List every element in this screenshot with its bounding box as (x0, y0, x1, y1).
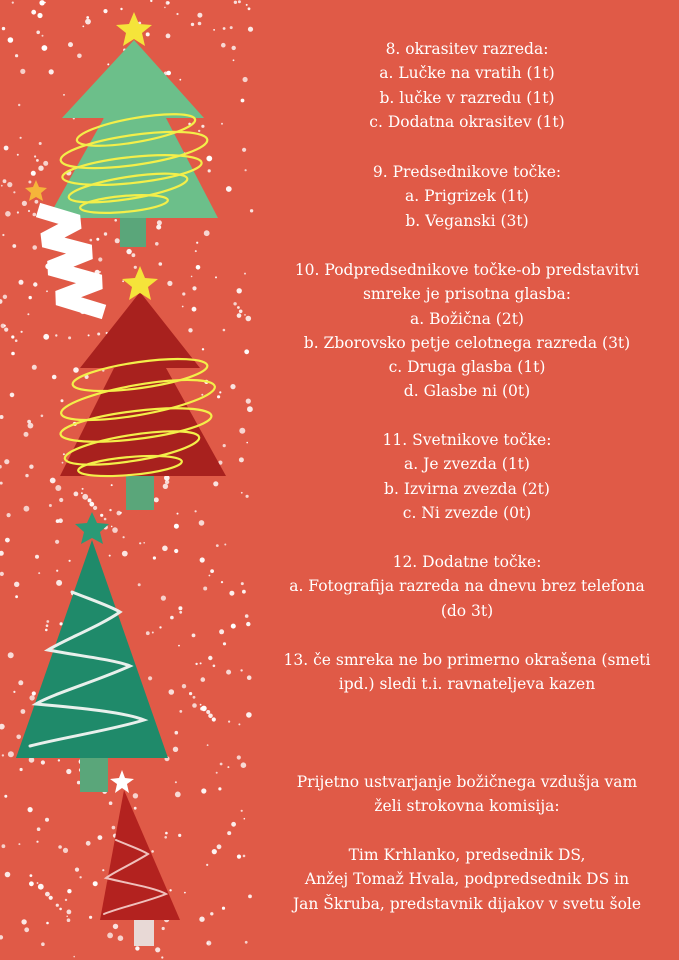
star-icon (25, 180, 47, 201)
tree-small-red (100, 770, 180, 946)
signature-line: Jan Škruba, predstavnik dijakov v svetu šole (292, 894, 642, 913)
closing-message (255, 770, 679, 819)
list-item: b. Veganski (3t) (405, 211, 529, 230)
closing-line: želi strokovna komisija: (374, 797, 560, 816)
section-heading: 8. okrasitev razreda: (385, 40, 549, 58)
list-item: c. Druga glasba (1t) (388, 358, 546, 377)
signature-line: Anžej Tomaž Hvala, podpredsednik DS in (304, 870, 630, 889)
section-heading: 10. Podpredsednikove točke-ob predstavitvi (294, 261, 640, 279)
section-heading: ipd.) sledi t.i. ravnateljeva kazen (338, 675, 596, 694)
section-9 (255, 160, 679, 233)
list-item: b. lučke v razredu (1t) (379, 88, 555, 107)
list-item: d. Glasbe ni (0t) (403, 382, 531, 401)
section-heading: smreke je prisotna glasba: (362, 285, 572, 304)
section-11 (255, 428, 679, 525)
section-heading: 13. če smreka ne bo primerno okrašena (smeti (283, 651, 651, 669)
signatures (255, 843, 679, 916)
section-8 (255, 37, 679, 134)
signature-line: Tim Krhlanko, predsednik DS, (348, 846, 586, 864)
list-item: a. Fotografija razreda na dnevu brez telefona (289, 577, 645, 596)
list-item: a. Prigrizek (1t) (404, 187, 530, 206)
rules-document (255, 0, 679, 960)
list-item: b. Izvirna zvezda (2t) (384, 479, 550, 498)
section-13 (255, 648, 679, 697)
section-10 (255, 258, 679, 404)
christmas-trees-decoration (0, 0, 255, 960)
list-item: a. Je zvezda (1t) (404, 455, 530, 474)
list-item: a. Lučke na vratih (1t) (379, 64, 555, 83)
list-item: b. Zborovsko petje celotnega razreda (3t) (303, 333, 631, 352)
section-heading: 9. Predsednikove točke: (372, 163, 562, 181)
star-icon (110, 770, 134, 793)
section-12 (255, 550, 679, 623)
ribbon-decoration (38, 210, 104, 312)
list-item: a. Božična (2t) (410, 309, 524, 328)
list-item: c. Ni zvezde (0t) (402, 503, 532, 522)
list-item: (do 3t) (440, 601, 494, 620)
closing-line: Prijetno ustvarjanje božičnega vzdušja vam (296, 773, 638, 791)
section-heading: 12. Dodatne točke: (392, 553, 542, 571)
tree-teal (16, 512, 168, 792)
section-heading: 11. Svetnikove točke: (382, 431, 552, 449)
star-icon (75, 512, 109, 544)
list-item: c. Dodatna okrasitev (1t) (369, 112, 565, 131)
